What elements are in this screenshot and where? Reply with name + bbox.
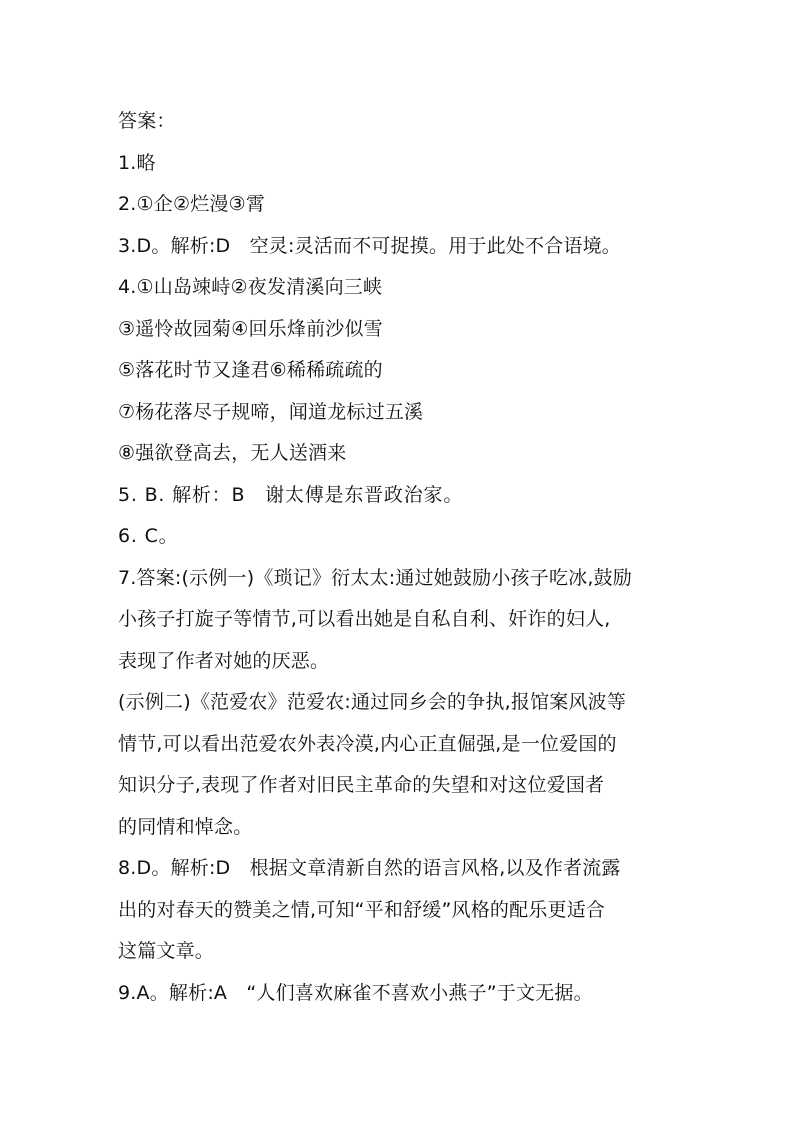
- answer-line-3: 3.D。解析:D 空灵:灵活而不可捉摸。用于此处不合语境。: [118, 234, 621, 257]
- answer-line-4-cont: ③遥怜故园菊④回乐烽前沙似雪: [118, 317, 383, 340]
- answer-line-7: 7.答案:(示例一)《琐记》衍太太:通过她鼓励小孩子吃冰,鼓励: [118, 566, 632, 589]
- answer-line-9: 9.A。解析:A “人们喜欢麻雀不喜欢小燕子”于文无据。: [118, 981, 593, 1004]
- answer-heading: 答案：: [118, 110, 176, 132]
- answer-line-8-cont: 出的对春天的赞美之情,可知“平和舒缓”风格的配乐更适合: [118, 898, 606, 921]
- answer-line-4-cont: ⑤落花时节又逢君⑥稀稀疏疏的: [118, 359, 383, 381]
- answer-line-4: 4.①山岛竦峙②夜发清溪向三峡: [118, 276, 383, 298]
- answer-line-7-cont: 小孩子打旋子等情节,可以看出她是自私自利、奸诈的妇人,: [118, 608, 611, 630]
- answer-line-7-example2: (示例二)《范爱农》范爱农:通过同乡会的争执,报馆案风波等: [118, 691, 627, 713]
- answer-line-1: 1.略: [118, 151, 156, 174]
- answer-line-7-cont: 表现了作者对她的厌恶。: [118, 649, 330, 672]
- answer-line-4-cont: ⑧强欲登高去，无人送酒来: [118, 442, 347, 464]
- answer-line-2: 2.①企②烂漫③霄: [118, 193, 266, 215]
- answer-line-7-example2-cont: 情节,可以看出范爱农外表冷漠,内心正直倔强,是一位爱国的: [118, 732, 617, 755]
- answer-line-8-cont: 这篇文章。: [118, 940, 215, 962]
- answer-line-7-example2-cont: 知识分子,表现了作者对旧民主革命的失望和对这位爱国者: [118, 774, 605, 796]
- answer-line-7-example2-cont: 的同情和悼念。: [118, 815, 253, 838]
- answer-line-5: 5. B. 解析：B 谢太傅是东晋政治家。: [118, 483, 464, 506]
- answer-line-4-cont: ⑦杨花落尽子规啼，闻道龙标过五溪: [118, 400, 424, 423]
- answer-line-8: 8.D。解析:D 根据文章清新自然的语言风格,以及作者流露: [118, 857, 621, 879]
- answer-line-6: 6. C。: [118, 525, 179, 547]
- answer-text-block: [118, 101, 678, 1014]
